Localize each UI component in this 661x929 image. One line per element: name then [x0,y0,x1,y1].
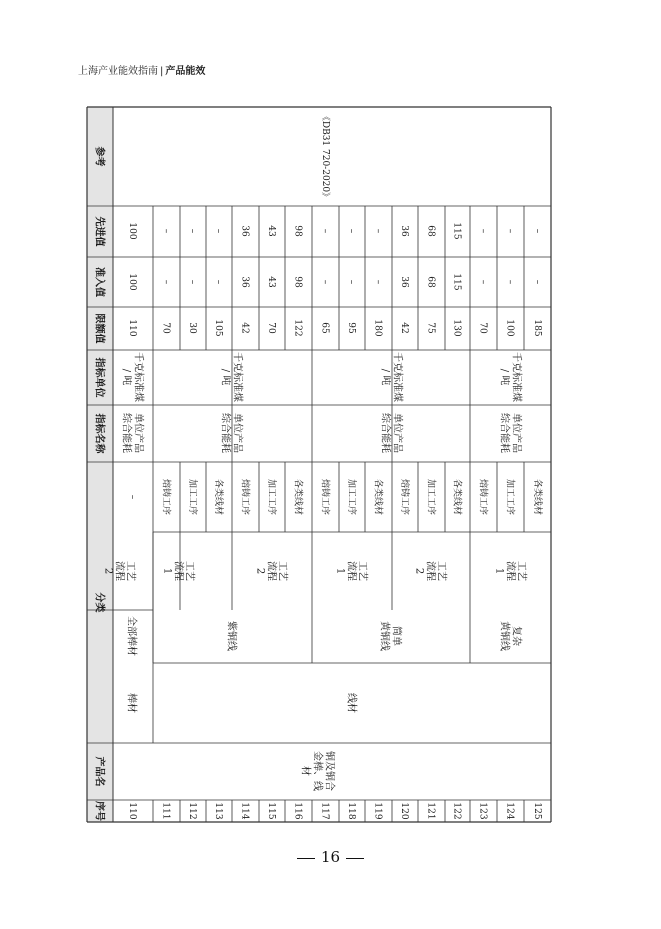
row-entry: – [160,279,171,285]
row-limit: 65 [319,322,330,334]
flow-label: 工艺流程1 [334,561,368,581]
group-purple-copper-wire: 紫铜线 [225,621,237,651]
row-seq: 118 [345,802,356,820]
row-advanced: – [186,228,197,234]
col-header-limit: 限额值 [93,313,105,344]
header-column-bg [87,107,113,822]
row-limit: 100 [504,319,515,337]
row-entry: – [477,279,488,285]
row-seq: 122 [451,802,462,820]
row-process: 加工工序 [265,478,276,516]
col-header-reference: 参考 [93,146,105,167]
row-seq: 112 [186,802,197,820]
footer-dash-left [297,858,315,859]
row-advanced: – [212,228,223,234]
row-entry: – [531,279,542,285]
footer-dash-right [346,858,364,859]
row-process: 熔铸工序 [160,478,171,516]
row-limit: 122 [292,319,303,337]
row-process: 加工工序 [425,478,436,516]
col-header-product: 产品名 [93,756,105,787]
indicator-name: 单位产品综合能耗 [120,413,144,453]
row-limit: 70 [265,322,276,334]
row-limit: 70 [477,322,488,334]
row-advanced: – [504,228,515,234]
row-entry: – [372,279,383,285]
type-bar: 棒材 [125,693,137,713]
row-seq: 114 [239,802,250,820]
row-advanced: 98 [292,225,303,237]
row-entry: 68 [425,276,436,288]
flow-label: 工艺流程2 [102,561,136,581]
row-limit: 110 [126,319,137,337]
row-entry: – [186,279,197,285]
row-advanced: 36 [398,225,409,237]
row-advanced: 43 [265,225,276,237]
row-seq: 123 [477,802,488,820]
row-seq: 116 [292,802,303,820]
header-separator: | [160,66,164,77]
row-limit: 130 [451,319,462,337]
row-seq: 121 [425,802,436,820]
row-limit: 75 [425,322,436,334]
row-seq: 119 [372,802,383,820]
row-process: 加工工序 [186,478,197,516]
col-header-indicator-name: 指标名称 [93,413,105,454]
row-limit: 180 [372,319,383,337]
indicator-unit: 千克标准煤/ 吨 [120,352,144,402]
row-entry: 115 [451,273,462,291]
row-seq: 117 [319,802,330,820]
flow-label: 工艺流程2 [254,561,288,581]
row-process: 加工工序 [504,478,515,516]
row-entry: – [345,279,356,285]
reference-standard: 《DB31 720-2020》 [319,111,330,202]
row-entry: 36 [398,276,409,288]
indicator-name: 单位产品综合能耗 [219,413,243,453]
row-process: 各类线材 [451,478,462,516]
row-limit: 42 [239,322,250,334]
row-advanced: – [372,228,383,234]
indicator-name: 单位产品综合能耗 [379,413,403,453]
row-advanced: 115 [451,222,462,240]
row-limit: 185 [531,319,542,337]
flow-label: 工艺流程1 [493,561,527,581]
row-advanced: 68 [425,225,436,237]
row-limit: 70 [160,322,171,334]
row-limit: 42 [398,322,409,334]
row-entry: – [212,279,223,285]
col-header-advanced: 先进值 [93,216,105,247]
row-process: – [126,494,137,500]
row-seq: 115 [265,802,276,820]
row-process: 熔铸工序 [239,478,250,516]
group-complex-brass-wire: 复杂黄铜线 [498,621,522,651]
header-guide-title: 上海产业能效指南 [78,66,158,77]
col-header-category: 分类 [93,592,105,613]
col-header-seq: 序号 [93,801,105,821]
row-entry: 36 [239,276,250,288]
row-advanced: – [319,228,330,234]
row-entry: 98 [292,276,303,288]
row-advanced: – [531,228,542,234]
row-process: 各类线材 [372,478,383,516]
group-simple-brass-wire: 简单黄铜线 [378,621,402,651]
indicator-unit: 千克标准煤/ 吨 [498,352,522,402]
group-all-bar: 全部棒材 [125,616,137,656]
row-limit: 95 [345,322,356,334]
flow-label: 工艺流程2 [413,561,447,581]
row-advanced: – [160,228,171,234]
row-seq: 111 [160,802,171,820]
product-name: 铜及铜合金棒、线材 [299,751,335,791]
indicator-unit: 千克标准煤/ 吨 [219,352,243,402]
row-advanced: 100 [126,222,137,240]
page-footer [0,848,661,866]
row-process: 各类线材 [212,478,223,516]
row-entry: 43 [265,276,276,288]
page-number: 16 [320,848,341,866]
indicator-name: 单位产品综合能耗 [498,413,522,453]
row-seq: 125 [531,802,542,820]
indicator-unit: 千克标准煤/ 吨 [379,352,403,402]
row-process: 熔铸工序 [477,478,488,516]
col-header-indicator-unit: 指标单位 [93,357,105,398]
type-wire: 线材 [345,693,357,713]
row-process: 熔铸工序 [398,478,409,516]
flow-label: 工艺流程1 [161,561,195,581]
row-seq: 113 [212,802,223,820]
row-entry: – [319,279,330,285]
row-seq: 120 [398,802,409,820]
row-seq: 110 [126,802,137,820]
row-process: 各类线材 [292,478,303,516]
row-process: 加工工序 [345,478,356,516]
row-process: 各类线材 [531,478,542,516]
row-advanced: 36 [239,225,250,237]
col-header-entry: 准入值 [93,267,105,297]
row-entry: 100 [126,273,137,291]
header-section-title: 产品能效 [165,66,206,77]
row-limit: 30 [186,322,197,334]
row-limit: 105 [212,319,223,337]
row-advanced: – [345,228,356,234]
row-process: 熔铸工序 [319,478,330,516]
row-advanced: – [477,228,488,234]
row-entry: – [504,279,515,285]
row-seq: 124 [504,802,515,820]
